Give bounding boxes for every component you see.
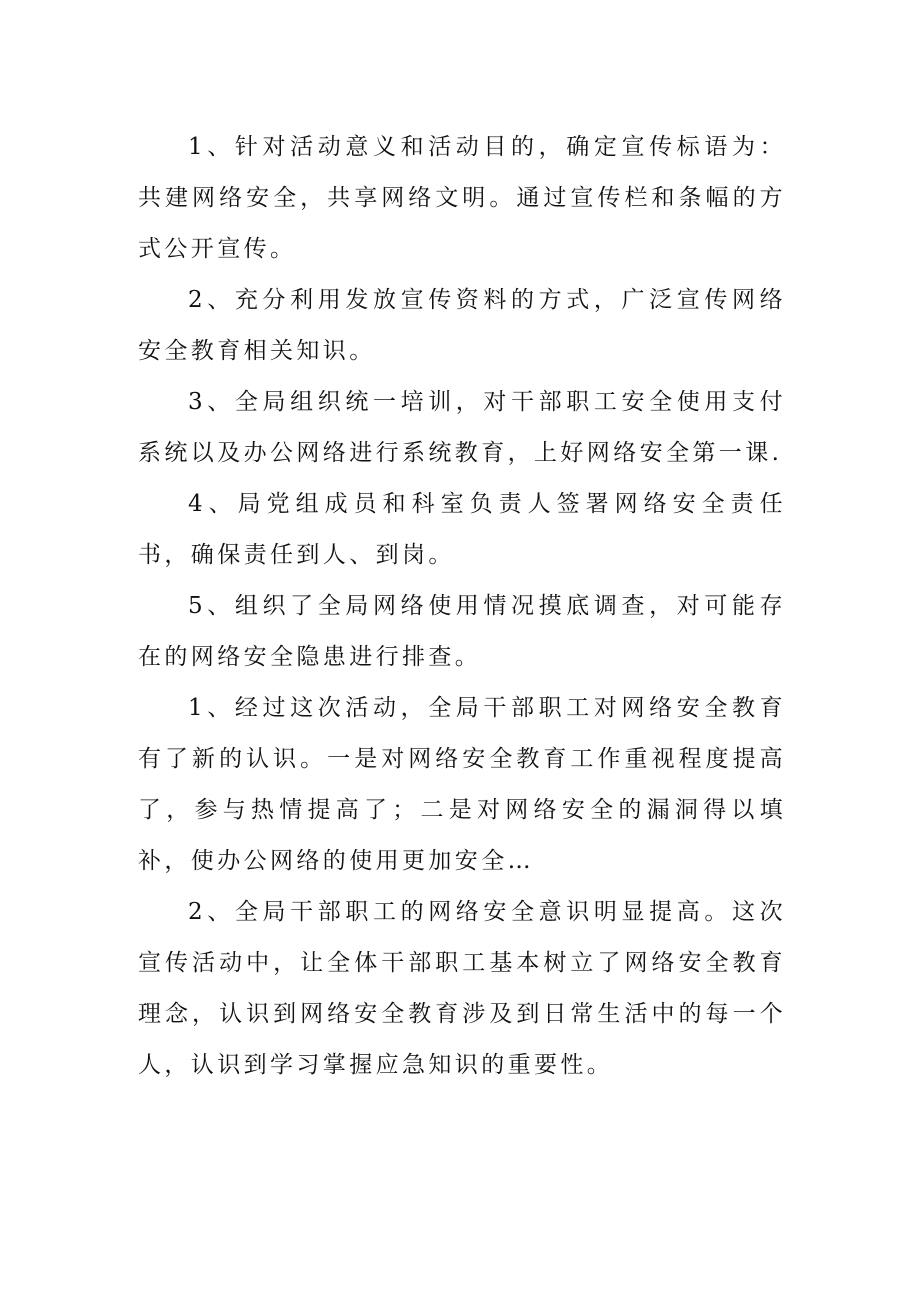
paragraph-new-awareness: 1、经过这次活动，全局干部职工对网络安全教育有了新的认识。一是对网络安全教育工作重视程度提高了，参与热情提高了；二是对网络安全的漏洞得以填补，使办公网络的使用更加安全… [138, 695, 786, 874]
paragraph-awareness-improved: 2、全局干部职工的网络安全意识明显提高。这次宣传活动中，让全体干部职工基本树立了网络安全教育理念，认识到网络安全教育涉及到日常生活中的每一个人，认识到学习掌握应急知识的重要性。 [138, 899, 786, 1078]
paragraph-distribute-materials: 2、充分利用发放宣传资料的方式，广泛宣传网络安全教育相关知识。 [138, 287, 786, 364]
paragraph-unified-training: 3、全局组织统一培训，对干部职工安全使用支付系统以及办公网络进行系统教育，上好网络安全第一课. [138, 389, 786, 466]
paragraph-responsibility-letter: 4、局党组成员和科室负责人签署网络安全责任书，确保责任到人、到岗。 [138, 491, 786, 568]
document-body [138, 122, 786, 1091]
paragraph-publicity-slogan: 1、针对活动意义和活动目的，确定宣传标语为：共建网络安全，共享网络文明。通过宣传栏和条幅的方式公开宣传。 [138, 134, 786, 262]
paragraph-usage-survey: 5、组织了全局网络使用情况摸底调查，对可能存在的网络安全隐患进行排查。 [138, 593, 786, 670]
